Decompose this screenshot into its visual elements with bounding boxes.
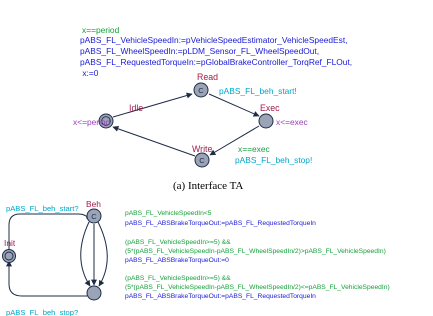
branch1-update: pABS_FL_ABSBrakeTorqueOut:=pABS_FL_RequestedTorqueIn	[125, 220, 316, 227]
edge-init-beh	[9, 214, 90, 251]
update-line-2: pABS_FL_WheelSpeedIn:=pLDM_Sensor_FL_WheelSpeedOut,	[80, 46, 320, 56]
edge-idle-read	[113, 94, 192, 117]
state-write	[195, 153, 209, 167]
branch3-guard-1: (pABS_FL_VehicleSpeedIn>=5) &&	[125, 275, 231, 282]
beh-stop-sync: pABS_FL_beh_stop?	[6, 308, 79, 316]
behaviour-ta	[3, 199, 390, 316]
update-line-3: pABS_FL_RequestedTorqueIn:=pGlobalBrakeController_TorqRef_FLOut,	[80, 57, 353, 67]
state-label-beh: Beh	[86, 199, 101, 209]
edge-read-exec	[209, 94, 259, 116]
state-beh	[87, 209, 101, 223]
branch1-guard: pABS_FL_VehicleSpeedIn<5	[125, 210, 212, 217]
state-label-idle: Idle	[129, 103, 144, 113]
branch2-guard-2: (5*(pABS_FL_VehicleSpeedIn-pABS_FL_WheelSpeedIn/2)>pABS_FL_VehicleSpeedIn)	[125, 248, 386, 255]
idle-invariant: x<=period	[73, 117, 111, 127]
state-end	[87, 286, 101, 300]
branch3-guard-2: (5*(pABS_FL_VehicleSpeedIn-pABS_FL_WheelSpeedIn/2)<=pABS_FL_VehicleSpeedIn)	[125, 284, 390, 291]
state-read	[194, 83, 208, 97]
svg-text:C: C	[199, 156, 205, 165]
caption: (a) Interface TA	[173, 180, 244, 192]
state-label-write: Write	[192, 144, 213, 154]
start-sync-label: pABS_FL_beh_start!	[219, 86, 297, 96]
branch3-update: pABS_FL_ABSBrakeTorqueOut:=pABS_FL_RequestedTorqueIn	[125, 293, 316, 300]
branch2-update: pABS_FL_ABSBrakeTorqueOut:=0	[125, 257, 229, 264]
stop-sync-label: pABS_FL_beh_stop!	[235, 155, 313, 165]
svg-text:C: C	[198, 86, 204, 95]
beh-start-sync: pABS_FL_beh_start?	[6, 204, 79, 213]
update-line-1: pABS_FL_VehicleSpeedIn:=pVehicleSpeedEstimator_VehicleSpeedEst,	[80, 35, 348, 45]
update-line-4: x:=0	[80, 68, 99, 78]
interface-ta	[73, 25, 352, 192]
period-guard: x==period	[82, 25, 120, 35]
edge-branch-3	[98, 222, 107, 286]
state-exec	[259, 114, 273, 128]
exec-invariant: x<=exec	[276, 117, 308, 127]
branch2-guard-1: (pABS_FL_VehicleSpeedIn>=5) &&	[125, 239, 231, 246]
state-label-init: Init	[4, 238, 16, 248]
state-init	[3, 250, 16, 263]
write-guard: x==exec	[238, 144, 270, 154]
svg-text:C: C	[91, 212, 97, 221]
state-label-exec: Exec	[260, 103, 280, 113]
state-label-read: Read	[197, 72, 219, 82]
edge-write-idle	[113, 127, 195, 156]
edge-branch-1	[81, 222, 90, 286]
edge-end-init	[9, 261, 87, 296]
